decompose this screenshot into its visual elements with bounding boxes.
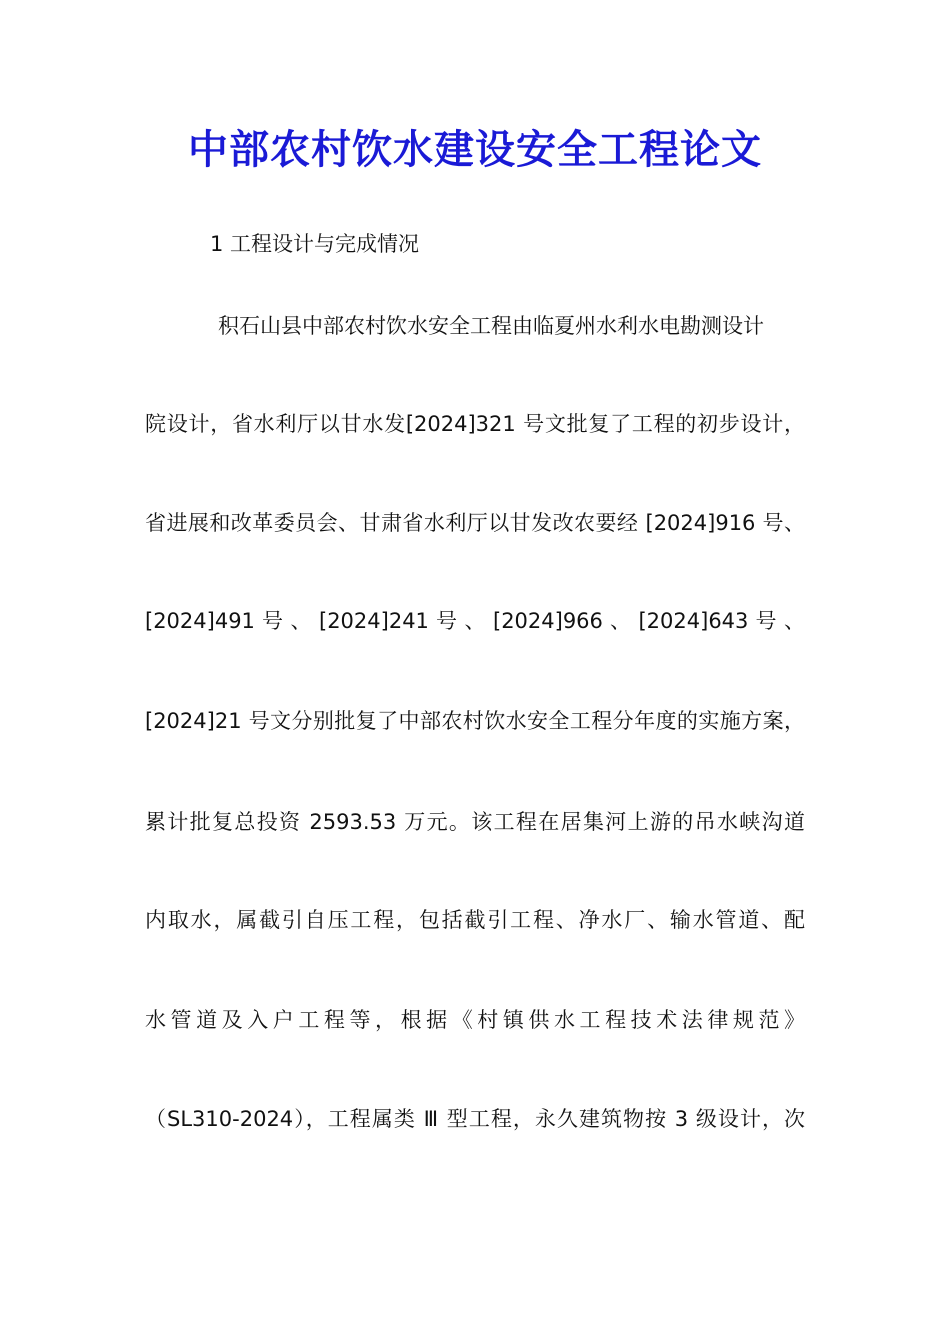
body-line: [2024]21 号文分别批复了中部农村饮水安全工程分年度的实施方案， bbox=[145, 709, 805, 733]
body-line: 省进展和改革委员会、甘肃省水利厅以甘发改农要经 [2024]916 号、 bbox=[145, 511, 805, 535]
body-line: 累计批复总投资 2593.53 万元。该工程在居集河上游的吊水峡沟道 bbox=[145, 810, 805, 834]
body-line: （SL310-2024），工程属类 Ⅲ 型工程，永久建筑物按 3 级设计，次 bbox=[145, 1107, 805, 1131]
section-heading: 1 工程设计与完成情况 bbox=[210, 232, 420, 256]
body-line: 积石山县中部农村饮水安全工程由临夏州水利水电勘测设计 bbox=[218, 314, 764, 338]
body-line: 水管道及入户工程等，根据《村镇供水工程技术法律规范》 bbox=[145, 1008, 805, 1032]
body-line: [2024]491 号 、 [2024]241 号 、 [2024]966 、 [2024]643 号 、 bbox=[145, 609, 805, 633]
body-line: 院设计，省水利厅以甘水发[2024]321 号文批复了工程的初步设计， bbox=[145, 412, 805, 436]
body-line: 内取水，属截引自压工程，包括截引工程、净水厂、输水管道、配 bbox=[145, 908, 805, 932]
document-title: 中部农村饮水建设安全工程论文 bbox=[188, 126, 762, 173]
